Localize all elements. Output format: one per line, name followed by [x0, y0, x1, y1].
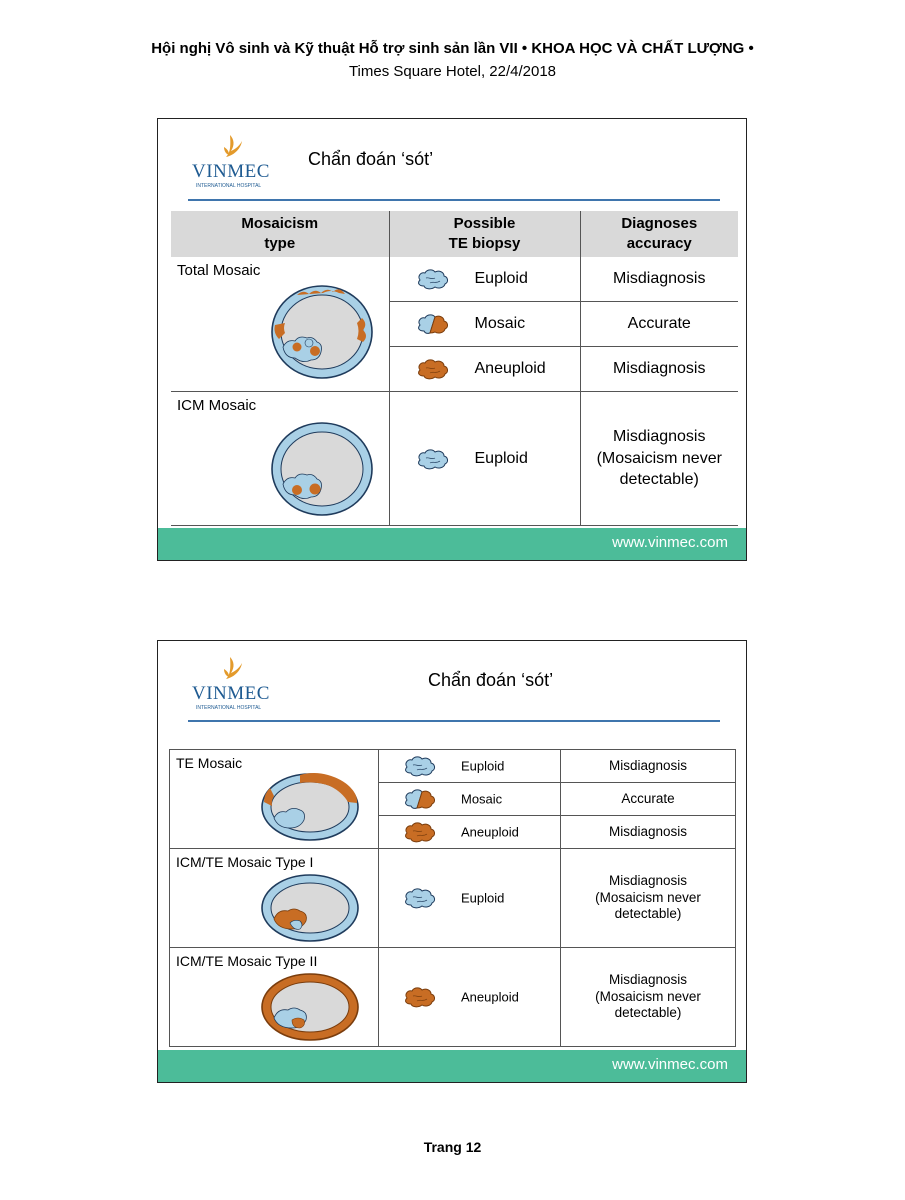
euploid-cells-icon: [403, 755, 437, 777]
mosaic-type-label: Total Mosaic: [177, 262, 261, 279]
biopsy-label: Mosaic: [461, 791, 503, 807]
vinmec-logo: [188, 655, 278, 715]
header-possible-te-biopsy: Possible TE biopsy: [389, 211, 580, 257]
biopsy-cell: [389, 392, 580, 526]
accuracy-cell: Misdiagnosis: [580, 347, 738, 392]
accuracy-cell: Accurate: [561, 783, 736, 816]
vinmec-logo: [188, 133, 278, 193]
biopsy-cell: [379, 783, 561, 816]
euploid-cells-icon: [403, 887, 437, 909]
mosaic-type-label: ICM/TE Mosaic Type I: [176, 854, 314, 870]
aneuploid-cells-icon: [403, 821, 437, 843]
slide-1: [157, 118, 747, 561]
mosaicism-table: [169, 749, 736, 1047]
mosaic-type-label: ICM Mosaic: [177, 397, 257, 414]
mosaicism-table: [171, 211, 738, 526]
mosaic-type-cell: [171, 257, 389, 392]
aneuploid-cells-icon: [403, 986, 437, 1008]
biopsy-label: Euploid: [474, 270, 528, 287]
header-mosaicism-type: Mosaicism type: [171, 211, 389, 257]
accuracy-cell: Misdiagnosis: [580, 257, 738, 302]
biopsy-label: Euploid: [461, 758, 505, 774]
table-header-row: [171, 211, 738, 257]
biopsy-cell: [379, 948, 561, 1047]
accuracy-cell: Misdiagnosis: [561, 750, 736, 783]
table-row: [171, 257, 738, 302]
te-mosaic-embryo-icon: [260, 772, 360, 842]
logo-text: VINMEC: [192, 161, 270, 182]
logo-bird-icon: [220, 655, 244, 681]
mosaic-type-label: ICM/TE Mosaic Type II: [176, 953, 318, 969]
mosaic-cells-icon: [403, 788, 437, 810]
title-rule: [188, 199, 720, 201]
table-row: [170, 948, 736, 1047]
euploid-cells-icon: [416, 268, 450, 290]
biopsy-cell: [379, 849, 561, 948]
accuracy-cell: Misdiagnosis (Mosaicism never detectable): [580, 392, 738, 526]
slide-title: Chẩn đoán ‘sót’: [428, 670, 554, 690]
mosaic-type-cell: [170, 849, 379, 948]
footer-bar: [158, 528, 746, 560]
website-url: www.vinmec.com: [612, 1056, 728, 1073]
table-row: [170, 750, 736, 783]
mosaic-type-label: TE Mosaic: [176, 755, 243, 771]
mosaic-type-cell: [170, 750, 379, 849]
logo-subtext: INTERNATIONAL HOSPITAL: [196, 183, 262, 189]
biopsy-cell: [389, 257, 580, 302]
mosaic-cells-icon: [416, 313, 450, 335]
accuracy-cell: Misdiagnosis: [561, 816, 736, 849]
table-row: [170, 849, 736, 948]
total-mosaic-embryo-icon: [269, 283, 375, 381]
logo-subtext: INTERNATIONAL HOSPITAL: [196, 705, 262, 711]
biopsy-label: Aneuploid: [474, 360, 546, 377]
accuracy-cell: Misdiagnosis (Mosaicism never detectable): [561, 948, 736, 1047]
logo-bird-icon: [220, 133, 244, 159]
mosaic-type-cell: [170, 948, 379, 1047]
biopsy-label: Mosaic: [474, 315, 526, 332]
header-diagnoses-accuracy: Diagnoses accuracy: [580, 211, 738, 257]
biopsy-cell: [389, 302, 580, 347]
icm-mosaic-embryo-icon: [269, 420, 375, 518]
slide-2: [157, 640, 747, 1083]
accuracy-cell: Misdiagnosis (Mosaicism never detectable): [561, 849, 736, 948]
title-rule: [188, 720, 720, 722]
header-line-1: Hội nghị Vô sinh và Kỹ thuật Hỗ trợ sinh sản lần VII • KHOA HỌC VÀ CHẤT LƯỢNG •: [151, 40, 754, 57]
header-line-2: Times Square Hotel, 22/4/2018: [348, 63, 557, 80]
icm-te-type-1-embryo-icon: [260, 873, 360, 943]
mosaic-type-cell: [171, 392, 389, 526]
logo-text: VINMEC: [192, 683, 270, 704]
table-row: [171, 392, 738, 526]
biopsy-label: Euploid: [474, 449, 528, 467]
euploid-cells-icon: [416, 448, 450, 470]
biopsy-label: Aneuploid: [461, 824, 519, 840]
icm-te-type-2-embryo-icon: [260, 972, 360, 1042]
aneuploid-cells-icon: [416, 358, 450, 380]
website-url: www.vinmec.com: [612, 534, 728, 551]
biopsy-cell: [379, 750, 561, 783]
footer-bar: [158, 1050, 746, 1082]
biopsy-cell: [379, 816, 561, 849]
accuracy-cell: Accurate: [580, 302, 738, 347]
slide-title: Chẩn đoán ‘sót’: [308, 149, 434, 169]
page-number: Trang 12: [423, 1139, 482, 1155]
biopsy-label: Euploid: [461, 890, 505, 906]
biopsy-label: Aneuploid: [461, 989, 519, 1005]
biopsy-cell: [389, 347, 580, 392]
